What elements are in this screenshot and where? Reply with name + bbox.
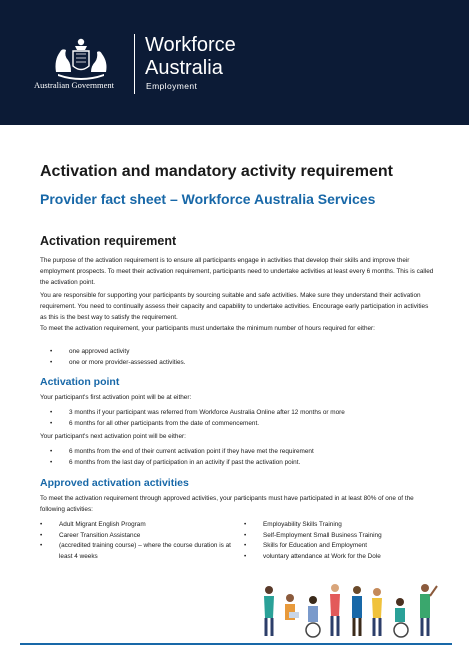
government-name: Australian Government	[34, 80, 115, 90]
coat-of-arms-icon	[48, 38, 114, 82]
brand-subtitle: Employment	[146, 81, 198, 91]
paragraph: The purpose of the activation requirement is to ensure all participants engage in activities that develop their skills and improve their employment prospects. To meet their activation requirement, participants need to undertake activities at least every 6 months. This is called the activation point.	[40, 257, 434, 286]
list-item: • Employability Skills Training	[244, 520, 444, 531]
paragraph: You are responsible for supporting your participants by sourcing suitable and safe activities. Make sure they understand their activation requirement. You need to continually assess their capacity and capability to undertake activities. Encourage early participation in activities as this is the best way to satisfy the requirement.	[40, 292, 429, 321]
paragraph: Your participant's next activation point will be either:	[40, 433, 186, 440]
list-item: • 6 months from the last day of participation in an activity if past the activation point.	[50, 458, 435, 469]
brand-title-line2: Australia	[145, 57, 223, 79]
list-item: • one or more provider-assessed activities.	[50, 358, 430, 369]
bullet-list	[50, 408, 435, 429]
section-heading-activation-requirement: Activation requirement	[40, 234, 177, 248]
section-heading-activation-point: Activation point	[40, 376, 120, 388]
list-item: • Career Transition Assistance	[40, 531, 240, 542]
paragraph: Your participant's first activation point will be at either:	[40, 394, 192, 401]
paragraph: To meet the activation requirement through approved activities, your participants must have participated in at least 80% of one of the following activities:	[40, 495, 414, 513]
activity-list-left	[40, 520, 240, 562]
bullet-list	[50, 347, 430, 368]
list-item: • Adult Migrant English Program	[40, 520, 240, 531]
list-item: • one approved activity	[50, 347, 430, 358]
brand-title-line1: Workforce	[145, 34, 236, 56]
header-banner	[0, 0, 469, 125]
list-item: • (accredited training course) – where the course duration is at least 4 weeks	[40, 541, 240, 562]
list-item: • 3 months if your participant was referred from Workforce Australia Online after 12 months or more	[50, 408, 435, 419]
paragraph: To meet the activation requirement, your participants must undertake the minimum number of hours required for either:	[40, 325, 375, 332]
people-illustration-icon	[255, 578, 445, 638]
list-item: • voluntary attendance at Work for the Dole	[244, 552, 444, 563]
document-title: Activation and mandatory activity requirement	[40, 163, 393, 180]
activity-list-right	[244, 520, 444, 562]
brand-divider	[134, 34, 135, 94]
document-subtitle: Provider fact sheet – Workforce Australia Services	[40, 191, 376, 207]
list-item: • 6 months from the end of their current activation point if they have met the requirement	[50, 447, 435, 458]
list-item: • 6 months for all other participants from the date of commencement.	[50, 419, 435, 430]
list-item: • Skills for Education and Employment	[244, 541, 444, 552]
list-item: • Self-Employment Small Business Training	[244, 531, 444, 542]
bullet-list	[50, 447, 435, 468]
section-heading-approved-activities: Approved activation activities	[40, 477, 189, 489]
footer-rule	[20, 643, 452, 645]
